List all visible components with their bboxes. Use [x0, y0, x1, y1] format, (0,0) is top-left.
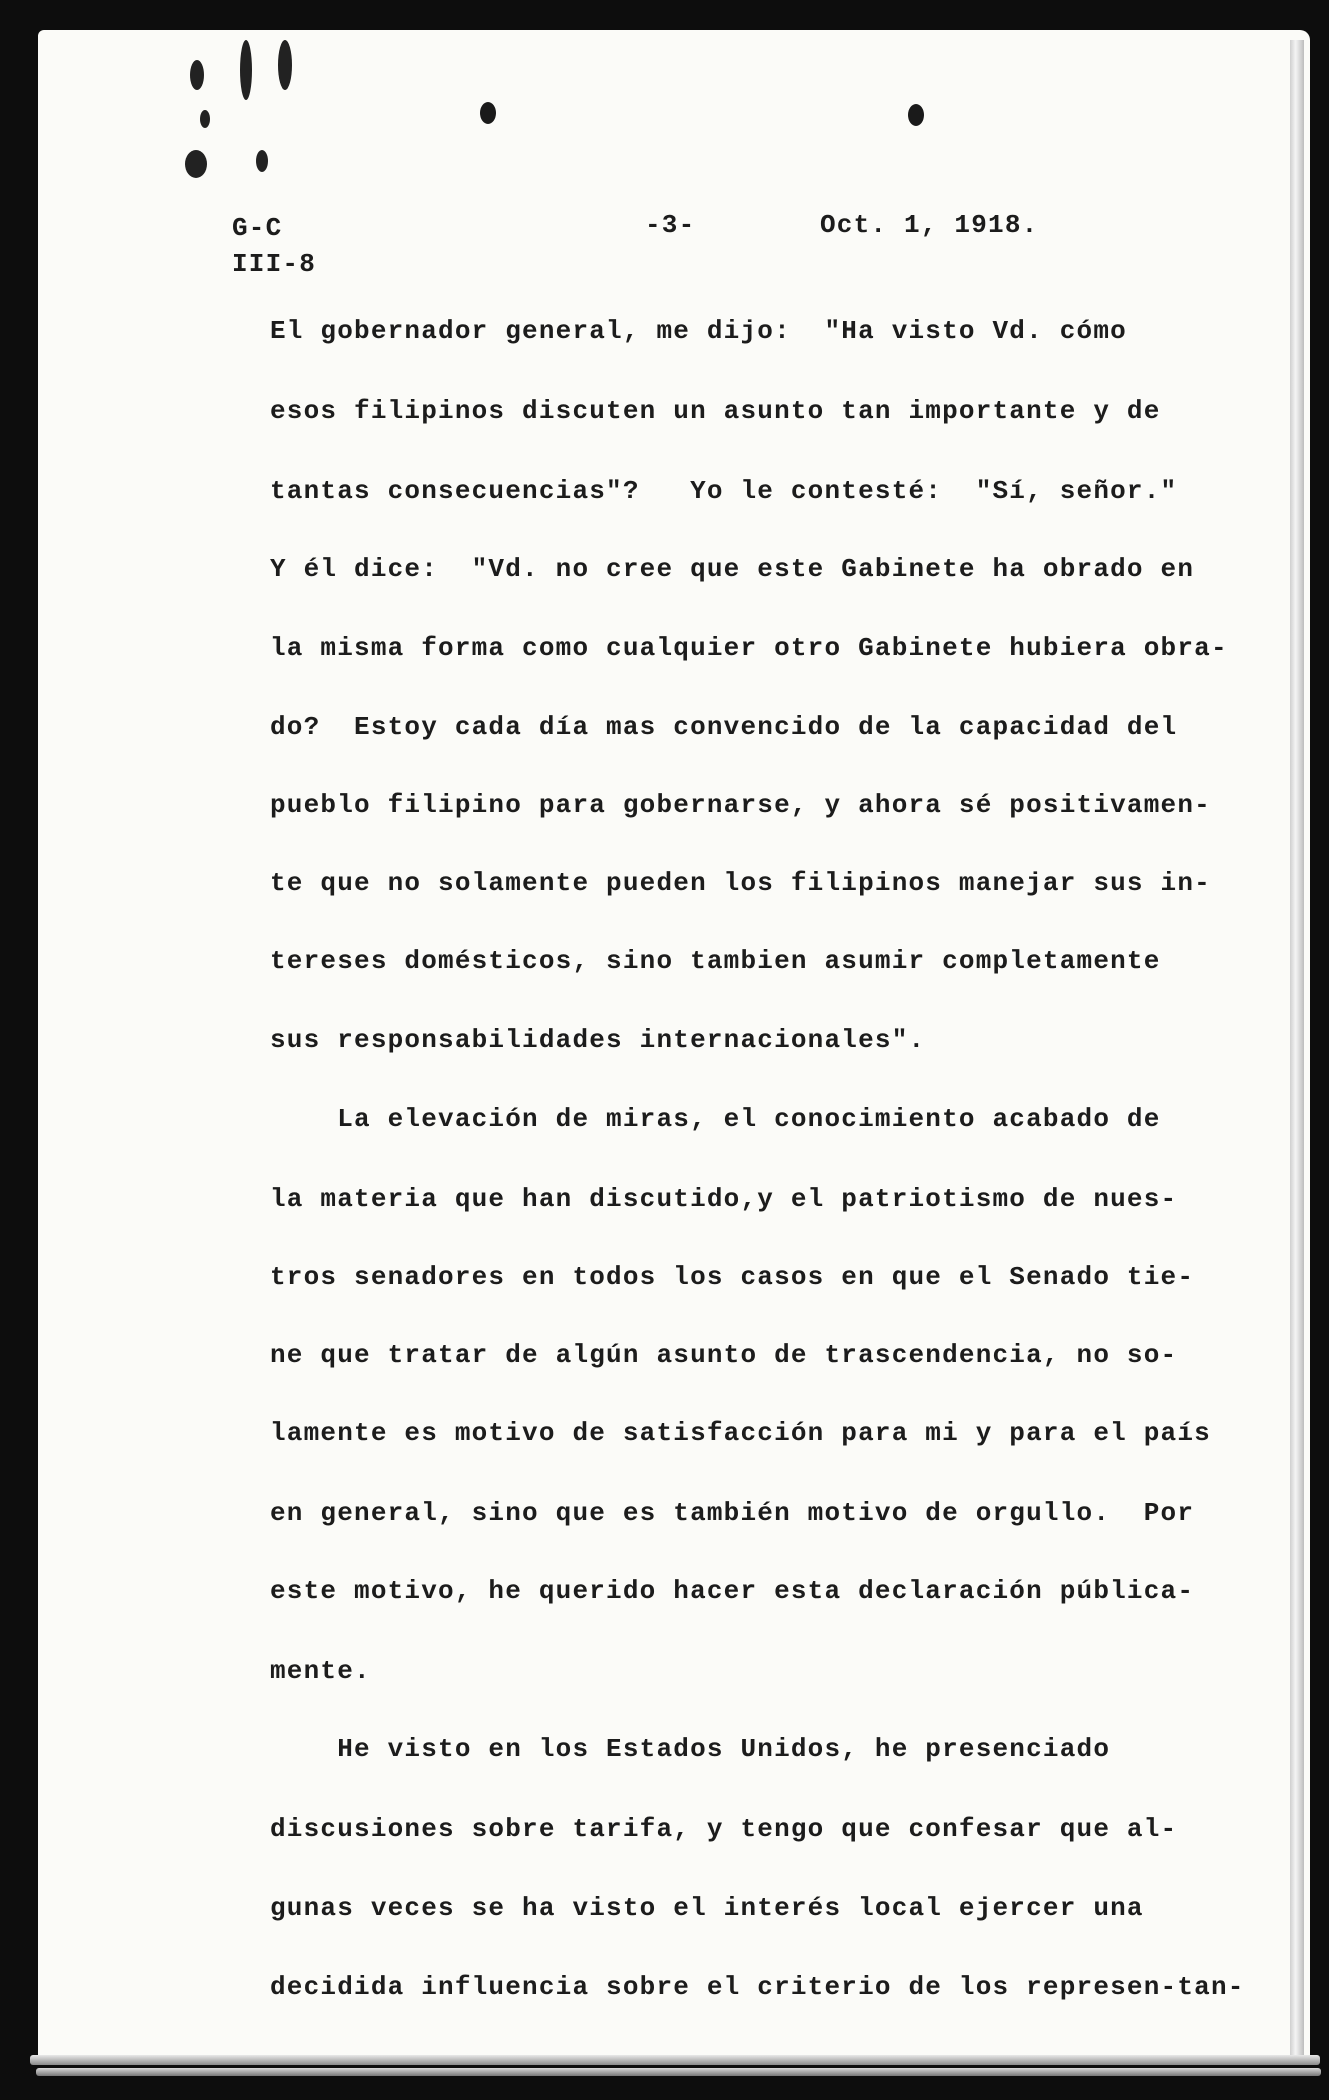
text-line: He visto en los Estados Unidos, he presenciado: [270, 1734, 1111, 1764]
document-code: [232, 210, 316, 282]
text-line: tereses domésticos, sino tambien asumir completamente: [270, 946, 1161, 976]
text-line: decidida influencia sobre el criterio de los represen-tan-: [270, 1972, 1245, 2002]
text-line: gunas veces se ha visto el interés local ejercer una: [270, 1893, 1144, 1923]
text-line: la misma forma como cualquier otro Gabinete hubiera obra-: [270, 633, 1228, 663]
text-line: tantas consecuencias"? Yo le contesté: "Sí, señor.": [270, 476, 1178, 506]
text-line: tros senadores en todos los casos en que el Senado tie-: [270, 1262, 1195, 1292]
ink-mark: [240, 40, 252, 100]
text-line: discusiones sobre tarifa, y tengo que confesar que al-: [270, 1814, 1178, 1844]
punch-hole-left: [480, 102, 496, 124]
ink-mark: [256, 150, 268, 172]
text-line: esos filipinos discuten un asunto tan importante y de: [270, 396, 1161, 426]
text-line: sus responsabilidades internacionales".: [270, 1025, 926, 1055]
ink-mark: [278, 40, 292, 90]
page-edge: [1290, 40, 1304, 2060]
text-line: lamente es motivo de satisfacción para mi y para el país: [270, 1418, 1211, 1448]
document-code-line2: III-8: [232, 249, 317, 279]
text-line: la materia que han discutido,y el patriotismo de nues-: [270, 1184, 1178, 1214]
text-line: pueblo filipino para gobernarse, y ahora sé positivamen-: [270, 790, 1211, 820]
ink-mark: [200, 110, 210, 128]
document-date: Oct. 1, 1918.: [820, 210, 1039, 240]
ink-mark: [190, 60, 204, 90]
page-bottom-edge-2: [36, 2068, 1321, 2076]
text-line: te que no solamente pueden los filipinos manejar sus in-: [270, 868, 1211, 898]
text-line: El gobernador general, me dijo: "Ha visto Vd. cómo: [270, 316, 1127, 346]
text-line: mente.: [270, 1656, 371, 1686]
text-line: ne que tratar de algún asunto de trascendencia, no so-: [270, 1340, 1178, 1370]
document-code-line1: G-C: [232, 213, 283, 243]
text-line: La elevación de miras, el conocimiento acabado de: [270, 1104, 1161, 1134]
ink-mark: [185, 150, 207, 178]
text-line: Y él dice: "Vd. no cree que este Gabinete ha obrado en: [270, 554, 1195, 584]
page-bottom-edge: [30, 2055, 1320, 2065]
text-line: este motivo, he querido hacer esta declaración públicа-: [270, 1576, 1195, 1606]
text-line: do? Estoy cada día mas convencido de la capacidad del: [270, 712, 1178, 742]
text-line: en general, sino que es también motivo de orgullo. Por: [270, 1498, 1195, 1528]
punch-hole-right: [908, 104, 924, 126]
page-number: -3-: [645, 210, 696, 240]
